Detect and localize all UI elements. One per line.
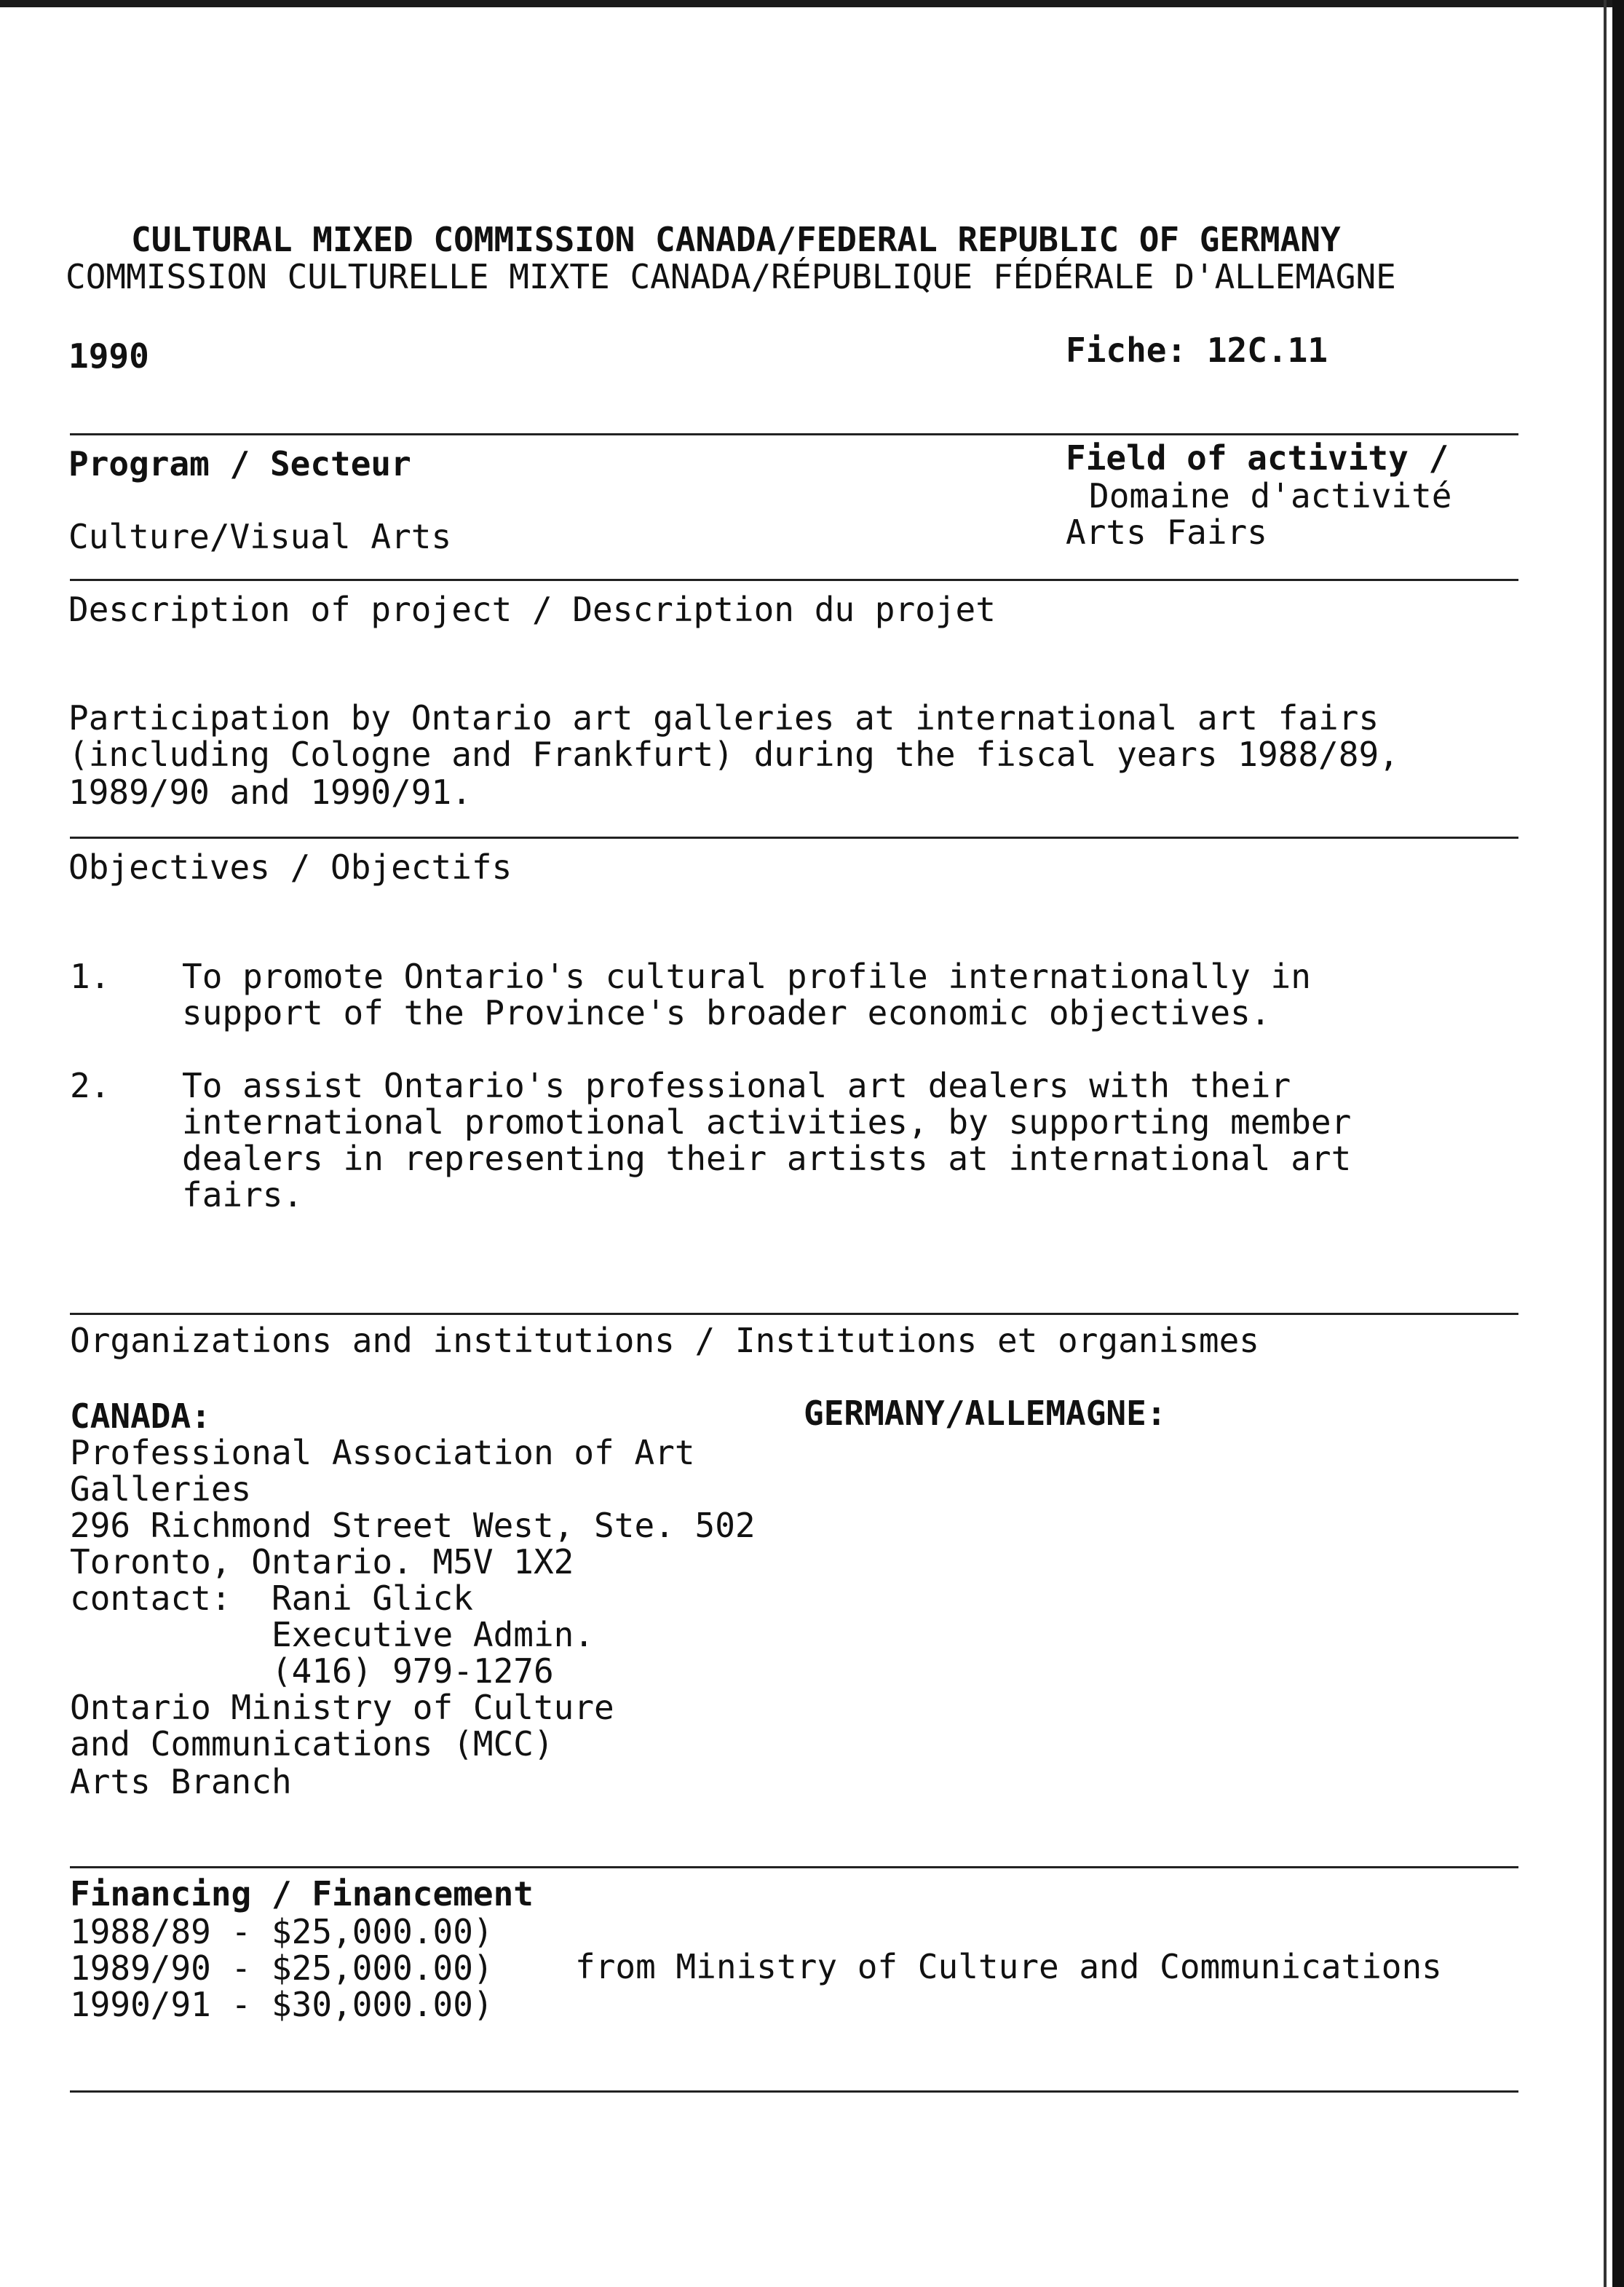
objective-number: 2. — [70, 1066, 111, 1105]
germany-label: GERMANY/ALLEMAGNE: — [804, 1394, 1167, 1433]
fiche-number: Fiche: 12C.11 — [1066, 331, 1328, 370]
organizations-label: Organizations and institutions / Institutions et organismes — [70, 1321, 1259, 1360]
objective-line: fairs. — [182, 1175, 304, 1214]
canada-line: Ontario Ministry of Culture — [70, 1688, 614, 1727]
canada-line: and Communications (MCC) — [70, 1724, 554, 1763]
description-label: Description of project / Description du projet — [68, 590, 996, 629]
divider — [70, 1866, 1518, 1868]
divider — [70, 1313, 1518, 1315]
canada-line: Professional Association of Art — [70, 1433, 695, 1472]
field-value: Arts Fairs — [1066, 513, 1267, 552]
financing-line: 1989/90 - $25,000.00) — [70, 1948, 494, 1988]
financing-line: 1990/91 - $30,000.00) — [70, 1985, 494, 2024]
field-label-en: Field of activity / — [1066, 438, 1449, 478]
objectives-label: Objectives / Objectifs — [68, 848, 512, 887]
canada-line: contact: Rani Glick — [70, 1579, 473, 1618]
financing-line: 1988/89 - $25,000.00) — [70, 1912, 494, 1951]
financing-label: Financing / Financement — [70, 1874, 534, 1913]
financing-source: from Ministry of Culture and Communications — [575, 1947, 1442, 1986]
canada-line: Galleries — [70, 1469, 252, 1509]
title-french: COMMISSION CULTURELLE MIXTE CANADA/RÉPUBLIQUE FÉDÉRALE D'ALLEMAGNE — [66, 257, 1396, 296]
objective-number: 1. — [70, 957, 111, 996]
divider — [70, 837, 1518, 839]
description-line: 1989/90 and 1990/91. — [68, 773, 472, 812]
canada-line: (416) 979-1276 — [70, 1651, 554, 1691]
year: 1990 — [68, 336, 149, 376]
canada-line: Executive Admin. — [70, 1615, 595, 1654]
canada-label: CANADA: — [70, 1397, 211, 1436]
divider — [70, 433, 1518, 435]
objective-line: international promotional activities, by supporting member — [182, 1102, 1352, 1142]
program-value: Culture/Visual Arts — [68, 517, 452, 556]
program-label: Program / Secteur — [68, 444, 411, 483]
description-line: (including Cologne and Frankfurt) during the fiscal years 1988/89, — [68, 735, 1399, 774]
title-english: CULTURAL MIXED COMMISSION CANADA/FEDERAL REPUBLIC OF GERMANY — [131, 220, 1341, 259]
divider — [70, 2090, 1518, 2093]
canada-line: Toronto, Ontario. M5V 1X2 — [70, 1542, 574, 1581]
objective-line: dealers in representing their artists at international art — [182, 1139, 1352, 1178]
objective-line: support of the Province's broader economic objectives. — [182, 993, 1271, 1032]
description-line: Participation by Ontario art galleries at international art fairs — [68, 698, 1379, 738]
objective-line: To assist Ontario's professional art dealers with their — [182, 1066, 1291, 1105]
objective-line: To promote Ontario's cultural profile internationally in — [182, 957, 1311, 996]
scan-top-edge — [0, 0, 1624, 7]
field-label-fr: Domaine d'activité — [1089, 476, 1452, 516]
canada-line: Arts Branch — [70, 1762, 292, 1801]
scan-right-edge — [1612, 0, 1624, 2287]
canada-line: 296 Richmond Street West, Ste. 502 — [70, 1506, 756, 1545]
scan-right-edge-line — [1604, 0, 1607, 2287]
divider — [70, 579, 1518, 581]
